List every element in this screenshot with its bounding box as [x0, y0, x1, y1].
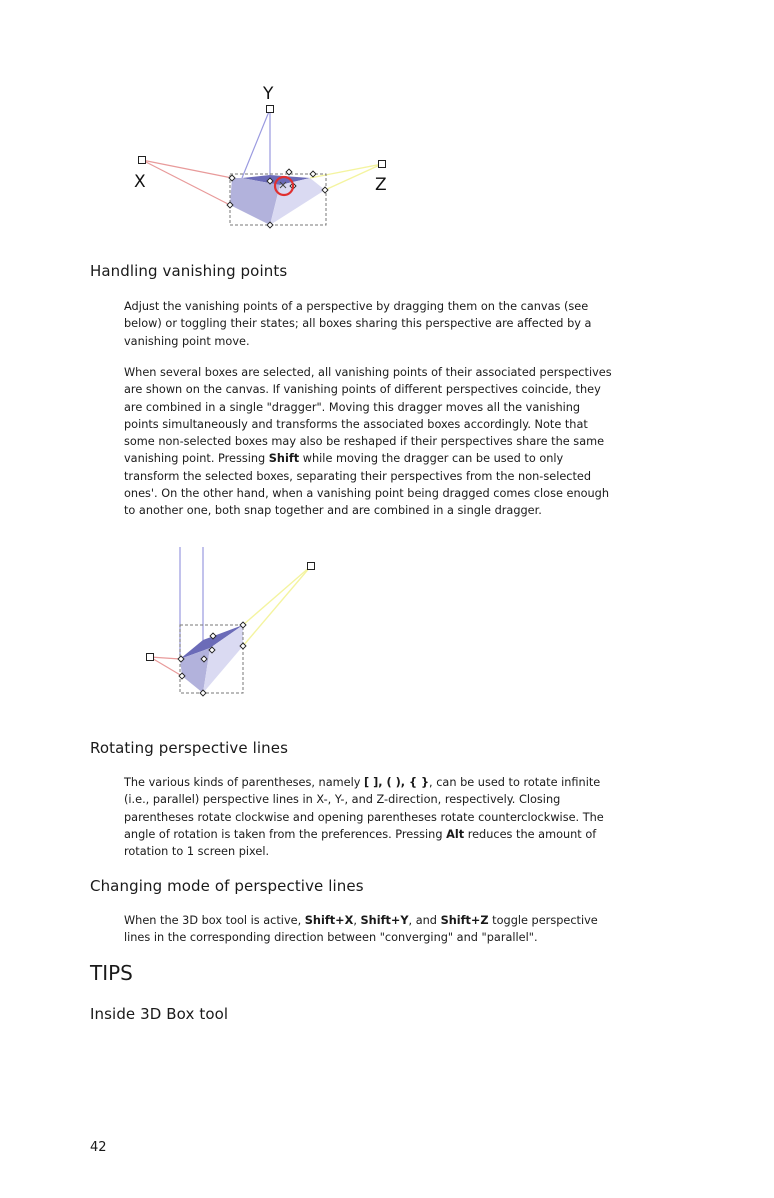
text-run: The various kinds of parentheses, namely — [124, 776, 365, 789]
key-shift-z: Shift+Z — [440, 914, 489, 927]
text-run: When the 3D box tool is active, — [124, 914, 305, 927]
z-perspective-lines — [243, 566, 311, 646]
z-perspective-lines — [310, 164, 382, 190]
x-perspective-lines — [150, 657, 182, 676]
axis-label-y: Y — [263, 84, 274, 104]
vanishing-point-y-handle[interactable] — [267, 106, 274, 113]
text-run: reduces the amount of rotation to 1 screen pixel. — [124, 827, 597, 859]
figure-parallel-perspective-box — [140, 545, 330, 705]
key-alt: Alt — [446, 827, 465, 841]
paragraph-changing-mode — [124, 912, 618, 947]
axis-label-z: Z — [375, 175, 387, 195]
key-shift: Shift — [268, 452, 300, 466]
text-run: while moving the dragger can be used to only transform the selected boxes, separating their perspectives from the non-selected ones'. On the other hand, when a vanishing point being dragged comes close enough to another one, both snap together and are combined in a single dragger. — [124, 452, 610, 518]
text-run: , — [353, 914, 361, 927]
page-number: 42 — [90, 1140, 107, 1155]
y-parallel-lines — [180, 547, 203, 655]
paragraph-vanishing-draggers — [124, 364, 618, 520]
vanishing-point-z-handle[interactable] — [308, 563, 315, 570]
text-run: toggle perspective lines in the corresponding direction between "converging" and "parallel". — [124, 914, 598, 945]
key-shift-y: Shift+Y — [360, 914, 409, 927]
x-perspective-lines — [142, 160, 232, 205]
vanishing-point-x-handle[interactable] — [147, 654, 154, 661]
tips-subheading: Inside 3D Box tool — [90, 1005, 229, 1023]
y-perspective-lines — [242, 109, 270, 178]
paragraph-rotating — [124, 774, 618, 860]
figure-3d-box-vanishing-points — [120, 80, 410, 240]
key-parentheses: [ ], ( ), { } — [364, 776, 430, 789]
text-run: , can be used to rotate infinite (i.e., parallel) perspective lines in X-, Y-, and Z-direction, respectively. Closing parentheses rotate clockwise and opening parentheses rotate counterclockwise. The angle of rotation is taken from the preferences. Pressing — [124, 776, 604, 841]
key-shift-x: Shift+X — [304, 914, 354, 927]
paragraph-vanishing-intro: Adjust the vanishing points of a perspective by dragging them on the canvas (see below) or toggling their states; all boxes sharing this perspective are affected by a vanishing point move. — [124, 300, 592, 348]
text-run: When several boxes are selected, all vanishing points of their associated perspectives are shown on the canvas. If vanishing points of different perspectives coincide, they are combined in a single "dragger". Moving this dragger moves all the vanishing points simultaneously and transforms the associated boxes accordingly. Note that some non-selected boxes may also be reshaped if their perspectives share the same vanishing point. Pressing — [124, 366, 612, 466]
section-heading-rotating: Rotating perspective lines — [90, 739, 288, 757]
vanishing-point-z-handle[interactable] — [379, 161, 386, 168]
axis-label-x: X — [134, 172, 146, 192]
section-heading-changing-mode: Changing mode of perspective lines — [90, 877, 364, 895]
text-run: , and — [408, 914, 441, 927]
vanishing-point-x-handle[interactable] — [139, 157, 146, 164]
section-heading-vanishing-points: Handling vanishing points — [90, 262, 288, 280]
tips-heading: TIPS — [90, 961, 133, 985]
